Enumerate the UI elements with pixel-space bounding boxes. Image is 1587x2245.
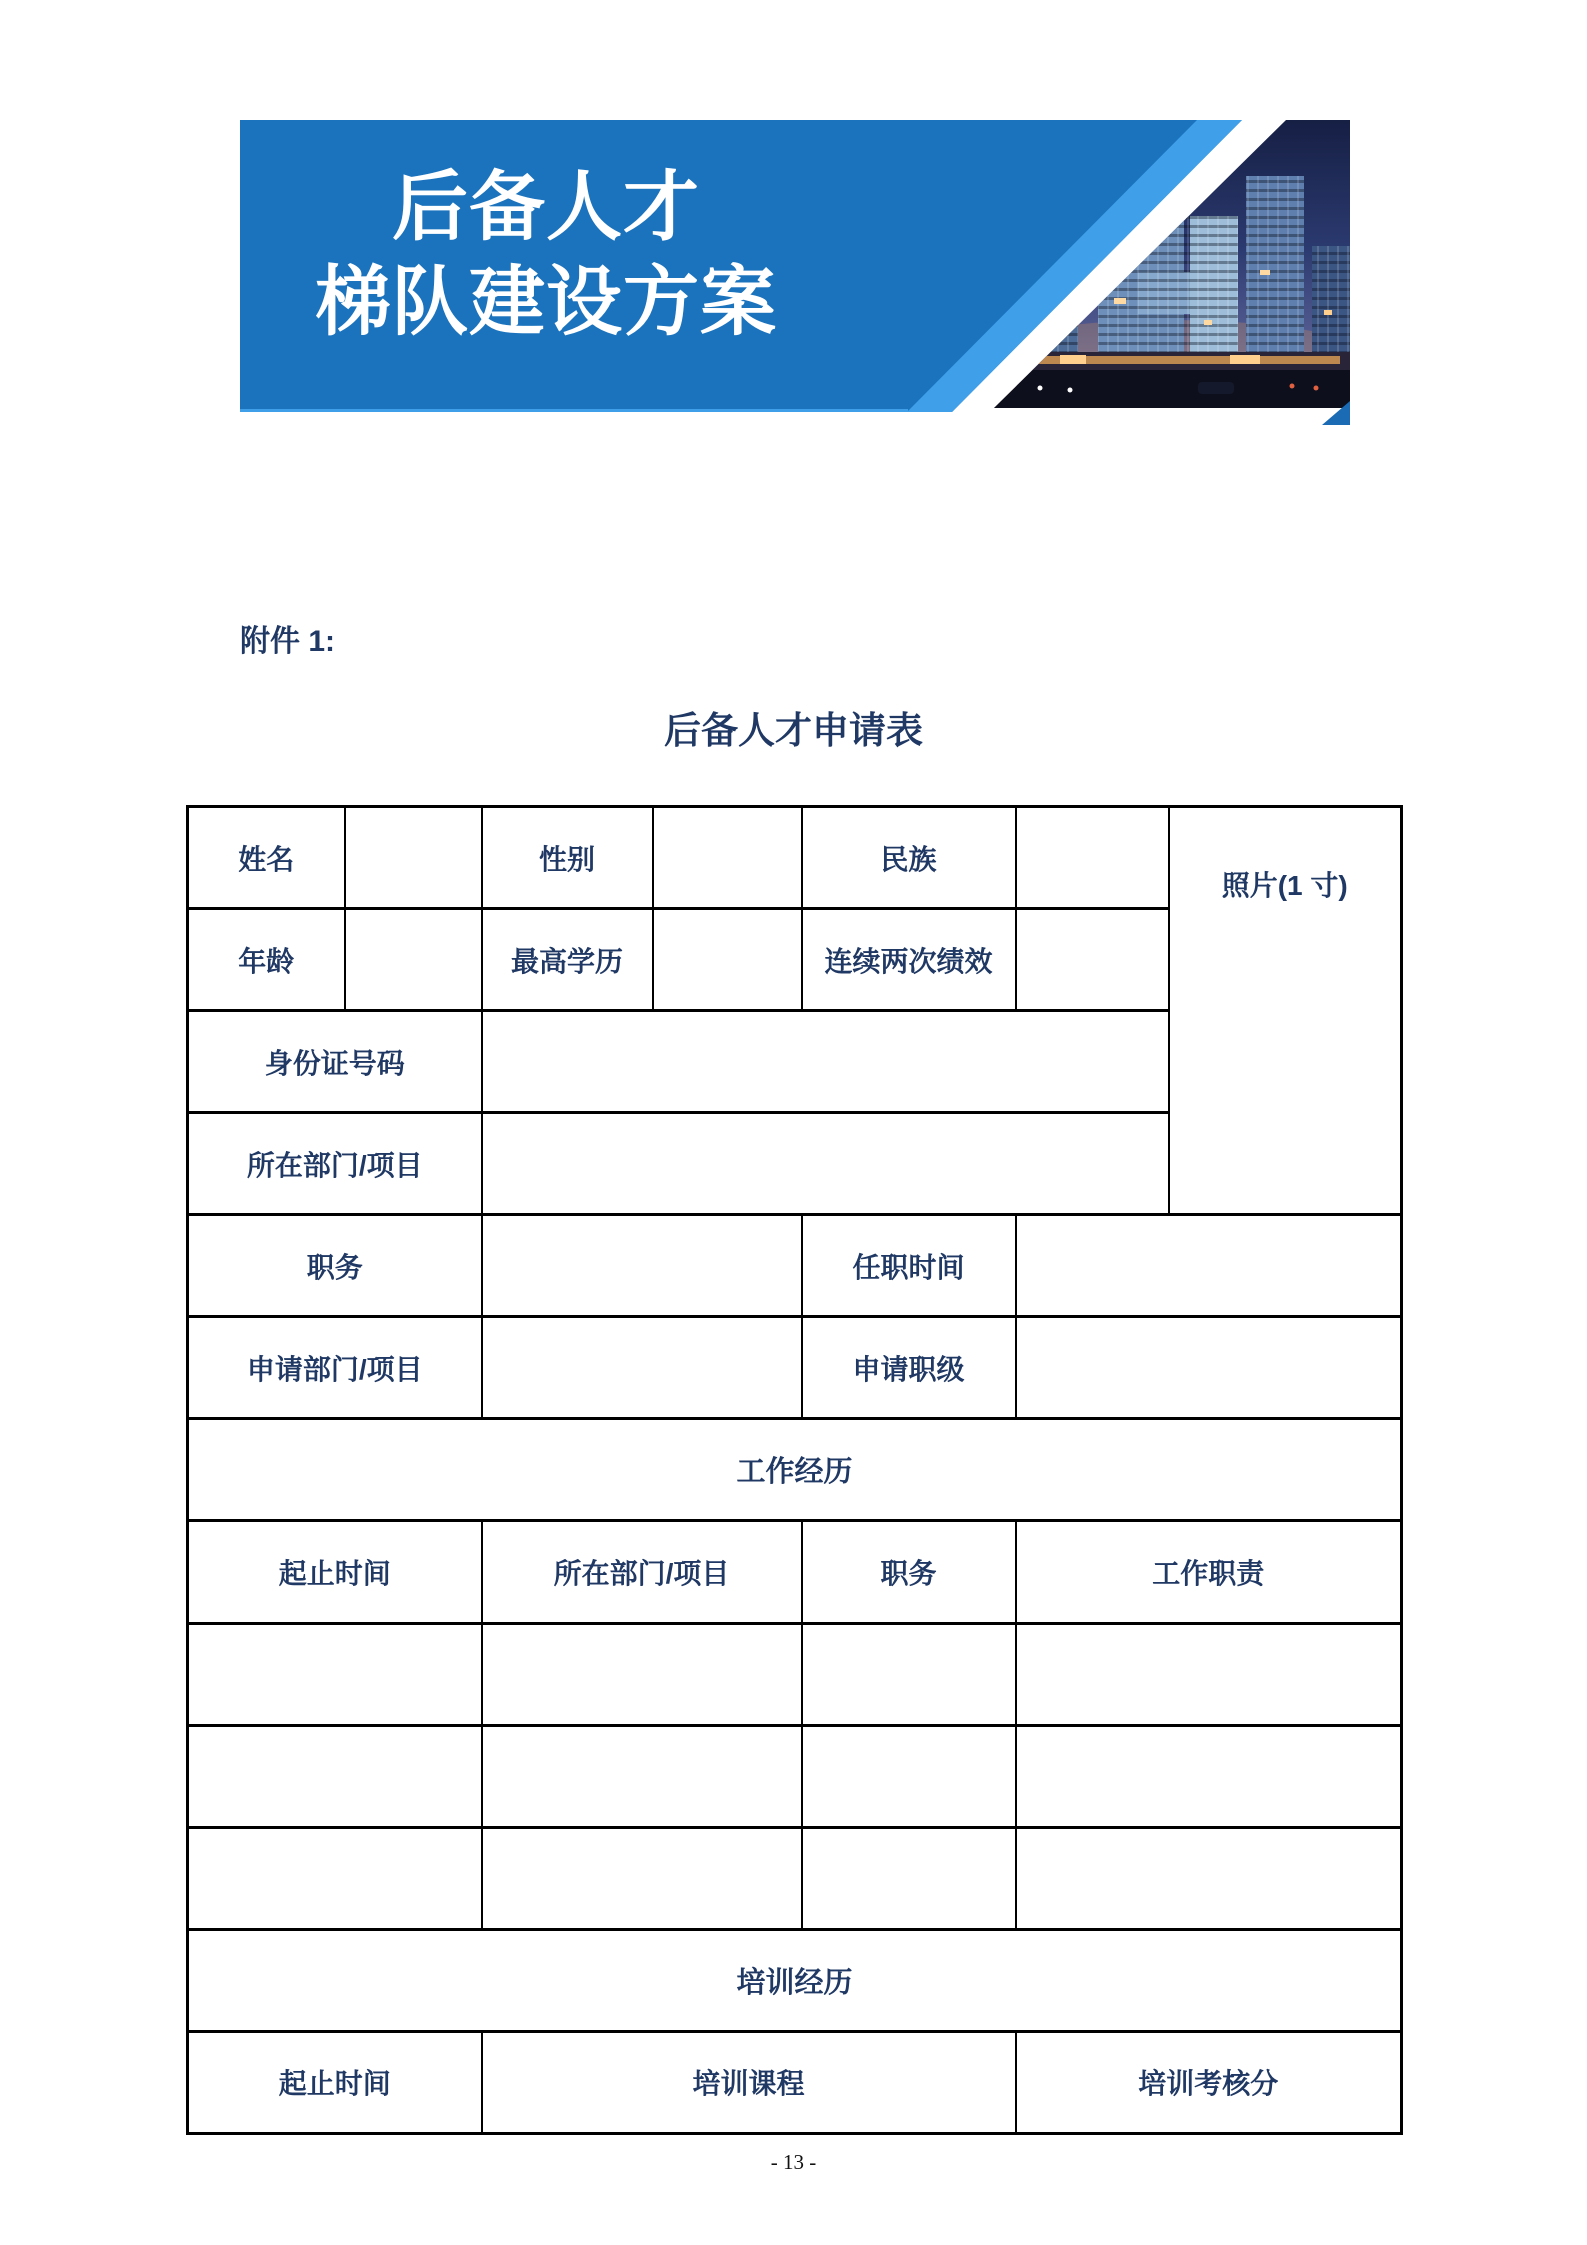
value-current-department-project[interactable] (482, 1113, 1169, 1215)
training-header-score: 培训考核分 (1016, 2031, 1402, 2133)
table-row (188, 1929, 1402, 2031)
attachment-label: 附件 1: (240, 625, 336, 658)
label-apply-rank: 申请职级 (802, 1317, 1016, 1419)
table-row (188, 1419, 1402, 1521)
value-tenure-time[interactable] (1016, 1215, 1402, 1317)
banner-title-line1: 后备人才 (392, 165, 700, 250)
work-row3-duty[interactable] (1016, 1827, 1402, 1929)
banner-title (240, 160, 852, 350)
table-row (188, 1317, 1402, 1419)
value-age[interactable] (345, 909, 482, 1011)
work-row3-period[interactable] (188, 1827, 482, 1929)
value-two-consecutive-performance[interactable] (1016, 909, 1169, 1011)
table-row (188, 1623, 1402, 1725)
photo-cell[interactable]: 照片(1 寸) (1169, 807, 1402, 1215)
work-row1-period[interactable] (188, 1623, 482, 1725)
work-header-department: 所在部门/项目 (482, 1521, 802, 1623)
section-training: 培训经历 (188, 1929, 1402, 2031)
label-apply-department-project: 申请部门/项目 (188, 1317, 482, 1419)
work-header-position: 职务 (802, 1521, 1016, 1623)
label-current-department-project: 所在部门/项目 (188, 1113, 482, 1215)
label-tenure-time: 任职时间 (802, 1215, 1016, 1317)
label-gender: 性别 (482, 807, 653, 909)
training-header-period: 起止时间 (188, 2031, 482, 2133)
table-row (188, 2031, 1402, 2133)
value-id-number[interactable] (482, 1011, 1169, 1113)
training-header-course: 培训课程 (482, 2031, 1016, 2133)
value-name[interactable] (345, 807, 482, 909)
label-highest-education: 最高学历 (482, 909, 653, 1011)
value-apply-department-project[interactable] (482, 1317, 802, 1419)
table-row (188, 1521, 1402, 1623)
work-row3-department[interactable] (482, 1827, 802, 1929)
work-row2-department[interactable] (482, 1725, 802, 1827)
label-id-number: 身份证号码 (188, 1011, 482, 1113)
page-number: - 13 - (770, 2150, 817, 2174)
work-row2-period[interactable] (188, 1725, 482, 1827)
form-title: 后备人才申请表 (664, 710, 923, 751)
work-row2-position[interactable] (802, 1725, 1016, 1827)
work-header-period: 起止时间 (188, 1521, 482, 1623)
work-row1-department[interactable] (482, 1623, 802, 1725)
value-highest-education[interactable] (653, 909, 802, 1011)
work-row3-position[interactable] (802, 1827, 1016, 1929)
label-two-consecutive-performance: 连续两次绩效 (802, 909, 1016, 1011)
label-age: 年龄 (188, 909, 345, 1011)
work-header-duty: 工作职责 (1016, 1521, 1402, 1623)
label-name: 姓名 (188, 807, 345, 909)
header-banner (240, 120, 1350, 425)
work-row1-position[interactable] (802, 1623, 1016, 1725)
label-ethnicity: 民族 (802, 807, 1016, 909)
banner-title-line2: 梯队建设方案 (315, 260, 777, 345)
label-position: 职务 (188, 1215, 482, 1317)
value-gender[interactable] (653, 807, 802, 909)
value-ethnicity[interactable] (1016, 807, 1169, 909)
value-apply-rank[interactable] (1016, 1317, 1402, 1419)
work-row1-duty[interactable] (1016, 1623, 1402, 1725)
table-row (188, 1827, 1402, 1929)
value-position[interactable] (482, 1215, 802, 1317)
table-row (188, 1725, 1402, 1827)
section-work-experience: 工作经历 (188, 1419, 1402, 1521)
work-row2-duty[interactable] (1016, 1725, 1402, 1827)
table-row (188, 1215, 1402, 1317)
application-table (186, 805, 1403, 2135)
table-row (188, 807, 1402, 909)
